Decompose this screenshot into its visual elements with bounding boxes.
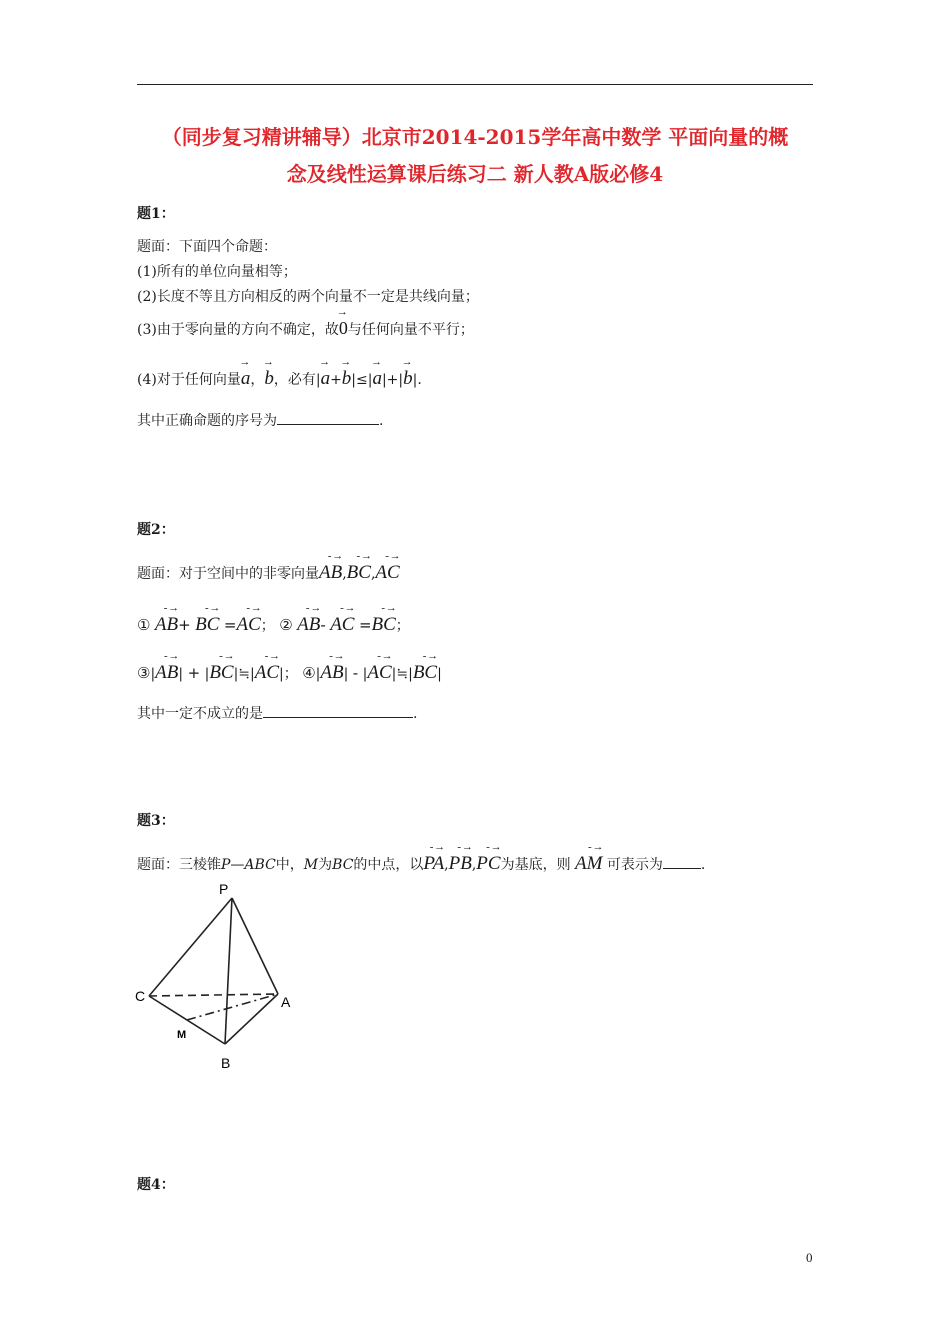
q2-stem: 题面：对于空间中的非零向量- → AB,- → BC,- → AC <box>137 554 400 583</box>
vector-pc: - → PC <box>476 845 500 873</box>
vector-ab: - → AB <box>319 554 342 582</box>
q3-stem-e: 为基底，则 <box>500 857 571 873</box>
vector-pb: - → PB <box>449 845 472 873</box>
q3-stem-c: 为 <box>318 857 333 873</box>
vector-a: → a <box>241 360 251 388</box>
document-title-line1: （同步复习精讲辅导）北京市2014-2015学年高中数学 平面向量的概 <box>161 125 789 149</box>
q2-answer-text: 其中一定不成立的是 <box>137 706 263 722</box>
q3-base-abc: ABC <box>244 857 276 873</box>
label-m: M <box>177 1029 187 1041</box>
q1-stem: 题面：下面四个命题： <box>137 239 277 255</box>
option-3-marker: ③ <box>137 664 151 682</box>
q3-point-m: M <box>303 857 319 873</box>
label-a: A <box>281 994 291 1010</box>
vector-ac: - → AC <box>375 554 399 582</box>
q4-heading: 题4： <box>137 1177 175 1193</box>
edge-pa <box>232 898 278 994</box>
tetrahedron-figure <box>128 878 308 1078</box>
q3-segment-bc: BC <box>332 857 354 873</box>
vector-a: → a <box>321 360 331 388</box>
q3-stem-a: 题面：三棱锥 <box>137 857 221 873</box>
header-rule <box>137 84 813 85</box>
q3-heading: 题3： <box>137 813 175 829</box>
vector-bc: - → BC <box>195 606 219 634</box>
option-1-marker: ① <box>137 616 151 634</box>
q2-options-1-2: ① - → AB+ - → BC =- → AC； ② - → AB- - → AC =- → BC； <box>137 606 410 635</box>
q3-stem-d: 的中点，以 <box>353 857 424 873</box>
option-4-marker: ④ <box>302 664 316 682</box>
vector-am: - → AM <box>575 845 602 873</box>
label-b: B <box>221 1055 231 1071</box>
vector-ac: - → AC <box>367 654 391 682</box>
q1-answer-blank[interactable] <box>277 410 379 425</box>
q2-options-3-4: ③|- → AB| + |- → BC|≒|- → AC|； ④|- → AB| - |- → AC|≒|- → BC| <box>137 654 442 683</box>
vector-a: → a <box>372 360 382 388</box>
vector-ac: - → AC <box>255 654 279 682</box>
option-2-marker: ② <box>279 616 293 634</box>
edge-pc <box>149 898 232 996</box>
vector-bc: - → BC <box>209 654 233 682</box>
vector-bc: - → BC <box>413 654 437 682</box>
q3-point-p: P <box>221 857 231 873</box>
q1-heading: 题1： <box>137 206 175 222</box>
q2-answer-line: 其中一定不成立的是 . <box>137 703 417 723</box>
vector-ac: - → AC <box>330 606 354 634</box>
q1-answer-text: 其中正确命题的序号为 <box>137 413 277 429</box>
vector-b: → b <box>403 360 413 388</box>
q1-p3-text-b: 与任何向量不平行； <box>347 322 474 338</box>
vector-pa: - → PA <box>423 845 444 873</box>
vector-b: → b <box>342 360 352 388</box>
vector-b: → b <box>264 360 274 388</box>
vector-bc: - → BC <box>372 606 396 634</box>
q3-answer-blank[interactable] <box>663 854 701 869</box>
q1-answer-line: 其中正确命题的序号为 . <box>137 410 383 430</box>
q1-proposition-3 <box>137 310 474 339</box>
document-title-line2: 念及线性运算课后练习二 新人教A版必修4 <box>286 162 664 186</box>
edge-ab <box>225 994 278 1044</box>
q3-stem-f: 可表示为 <box>606 857 663 873</box>
vector-bc: - → BC <box>347 554 371 582</box>
q1-proposition-1: (1)所有的单位向量相等； <box>137 264 297 280</box>
q1-p4-text-a: (4)对于任何向量 <box>137 372 241 388</box>
q1-p4-text-b: ，必有 <box>273 372 316 388</box>
q2-stem-text: 题面：对于空间中的非零向量 <box>137 566 319 582</box>
label-p: P <box>219 881 229 897</box>
q3-stem: 题面：三棱锥P—ABC中，M为BC的中点，以- → PA,- → PB,- → PC为基底，则 - → AM 可表示为 . <box>137 845 705 874</box>
edge-pb <box>225 898 232 1044</box>
q2-answer-blank[interactable] <box>263 703 413 718</box>
vector-ab: - → AB <box>320 654 343 682</box>
q3-stem-b: 中， <box>275 857 304 873</box>
q1-p3-text-a: (3)由于零向量的方向不确定，故 <box>137 322 339 338</box>
page-number: 0 <box>806 1250 813 1265</box>
vector-ab: - → AB <box>297 606 320 634</box>
vector-ab: - → AB <box>155 606 178 634</box>
edge-ca-hidden <box>149 994 278 996</box>
vector-ac: - → AC <box>236 606 260 634</box>
zero-vector: → 0 <box>339 310 348 337</box>
q1-proposition-4: (4)对于任何向量→ a，→ b，必有|→ a+→ b|≤|→ a|+|→ b|. <box>137 360 422 389</box>
q1-proposition-2: (2)长度不等且方向相反的两个向量不一定是共线向量； <box>137 289 479 305</box>
vector-ab: - → AB <box>155 654 178 682</box>
q2-heading: 题2： <box>137 522 175 538</box>
label-c: C <box>135 988 146 1004</box>
